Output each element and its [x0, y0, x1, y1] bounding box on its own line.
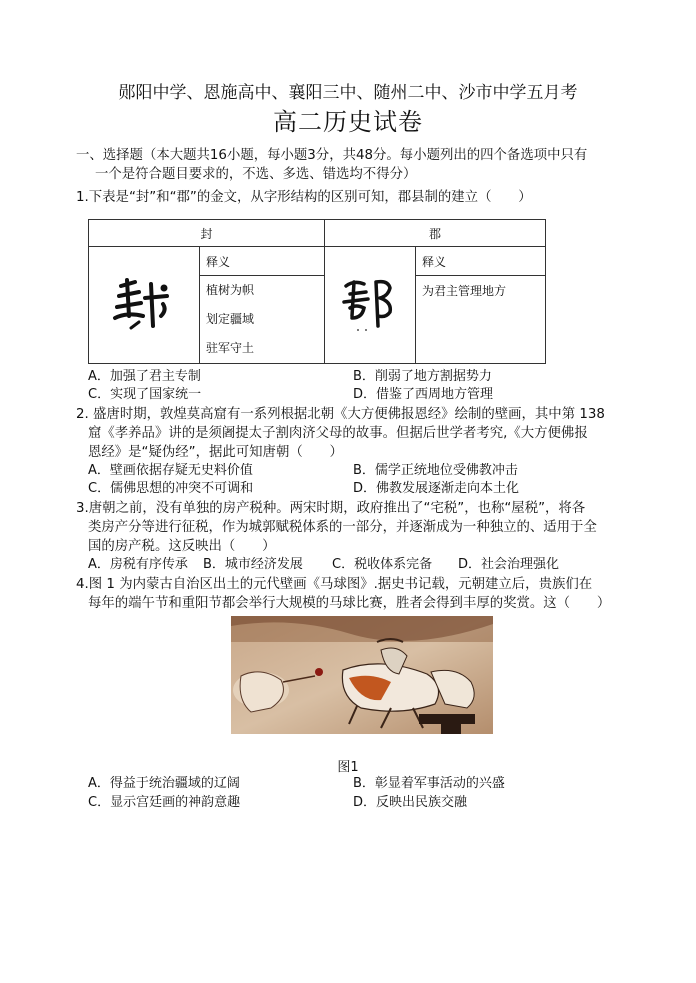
q2-stem-line3: 恩经》是“疑伪经”，据此可知唐朝（ ）: [88, 445, 343, 460]
feng-meaning-item: 植树为帜: [206, 283, 255, 297]
jinwen-table: [88, 219, 546, 364]
section-instruction-line1: 一、选择题（本大题共16小题，每小题3分，共48分。每小题列出的四个备选项中只有: [76, 148, 588, 163]
polo-mural-image: [231, 616, 493, 734]
feng-glyph-cell: [89, 247, 200, 364]
q3-option-b: B．城市经济发展: [203, 557, 303, 572]
q3-option-a: A．房税有序传承: [88, 557, 188, 572]
feng-bronze-glyph-icon: [109, 274, 179, 334]
q2-option-c: C．儒佛思想的冲突不可调和: [88, 481, 254, 496]
q2-option-b: B．儒学正统地位受佛教冲击: [353, 463, 518, 478]
feng-meaning-label: 释义: [200, 247, 325, 276]
exam-schools: 郧阳中学、恩施高中、襄阳三中、随州二中、沙市中学五月考: [118, 83, 578, 103]
q4-option-c: C．显示宫廷画的神韵意趣: [88, 795, 241, 810]
q4-option-d: D．反映出民族交融: [353, 795, 468, 810]
q3-option-c: C．税收体系完备: [332, 557, 433, 572]
table-header-feng: 封: [89, 220, 325, 247]
feng-meaning-item: 划定疆域: [206, 312, 255, 326]
jun-meaning-label: 释义: [416, 247, 546, 276]
q1-option-b: B．削弱了地方割据势力: [353, 369, 492, 384]
q3-stem-line3: 国的房产税。这反映出（ ）: [88, 539, 276, 554]
figure-caption: 图1: [337, 760, 359, 775]
q3-stem-line2: 类房产分等进行征税，作为城郭赋税体系的一部分，并逐渐成为一种独立的、适用于全: [88, 520, 597, 535]
q4-stem-line1: 4.图 1 为内蒙古自治区出土的元代壁画《马球图》.据史书记载，元朝建立后，贵族们在: [76, 577, 593, 592]
feng-meanings: [200, 276, 325, 364]
q2-option-d: D．佛教发展逐渐走向本土化: [353, 481, 520, 496]
jun-glyph-cell: [325, 247, 416, 364]
q2-stem-line1: 2. 盛唐时期，敦煌莫高窟有一系列根据北朝《大方便佛报恩经》绘制的壁画，其中第 138: [76, 407, 605, 422]
q2-option-a: A．壁画依据存疑无史料价值: [88, 463, 253, 478]
q1-stem: 1.下表是“封”和“郡”的金文，从字形结构的区别可知，郡县制的建立（ ）: [76, 190, 532, 205]
section-instruction-line2: 一个是符合题目要求的，不选、多选、错选均不得分）: [95, 167, 417, 182]
jun-bronze-glyph-icon: [338, 272, 402, 336]
jun-meaning: 为君主管理地方: [416, 276, 546, 364]
q1-option-d: D．借鉴了西周地方管理: [353, 387, 494, 402]
q1-option-a: A．加强了君主专制: [88, 369, 201, 384]
q3-stem-line1: 3.唐朝之前，没有单独的房产税种。两宋时期，政府推出了“宅税”，也称“屋税”，将各: [76, 501, 586, 516]
q4-option-a: A．得益于统治疆域的辽阔: [88, 776, 240, 791]
q4-stem-line2: 每年的端午节和重阳节都会举行大规模的马球比赛，胜者会得到丰厚的奖赏。这（ ）: [88, 596, 611, 611]
exam-title: 高二历史试卷: [273, 108, 423, 136]
q3-option-d: D．社会治理强化: [458, 557, 560, 572]
q1-option-c: C．实现了国家统一: [88, 387, 202, 402]
q4-option-b: B．彰显着军事活动的兴盛: [353, 776, 505, 791]
table-header-jun: 郡: [325, 220, 546, 247]
q2-stem-line2: 窟《孝养品》讲的是须阇提太子割肉济父母的故事。但据后世学者考究,《大方便佛报: [88, 426, 588, 441]
feng-meaning-item: 驻军守土: [206, 341, 255, 355]
